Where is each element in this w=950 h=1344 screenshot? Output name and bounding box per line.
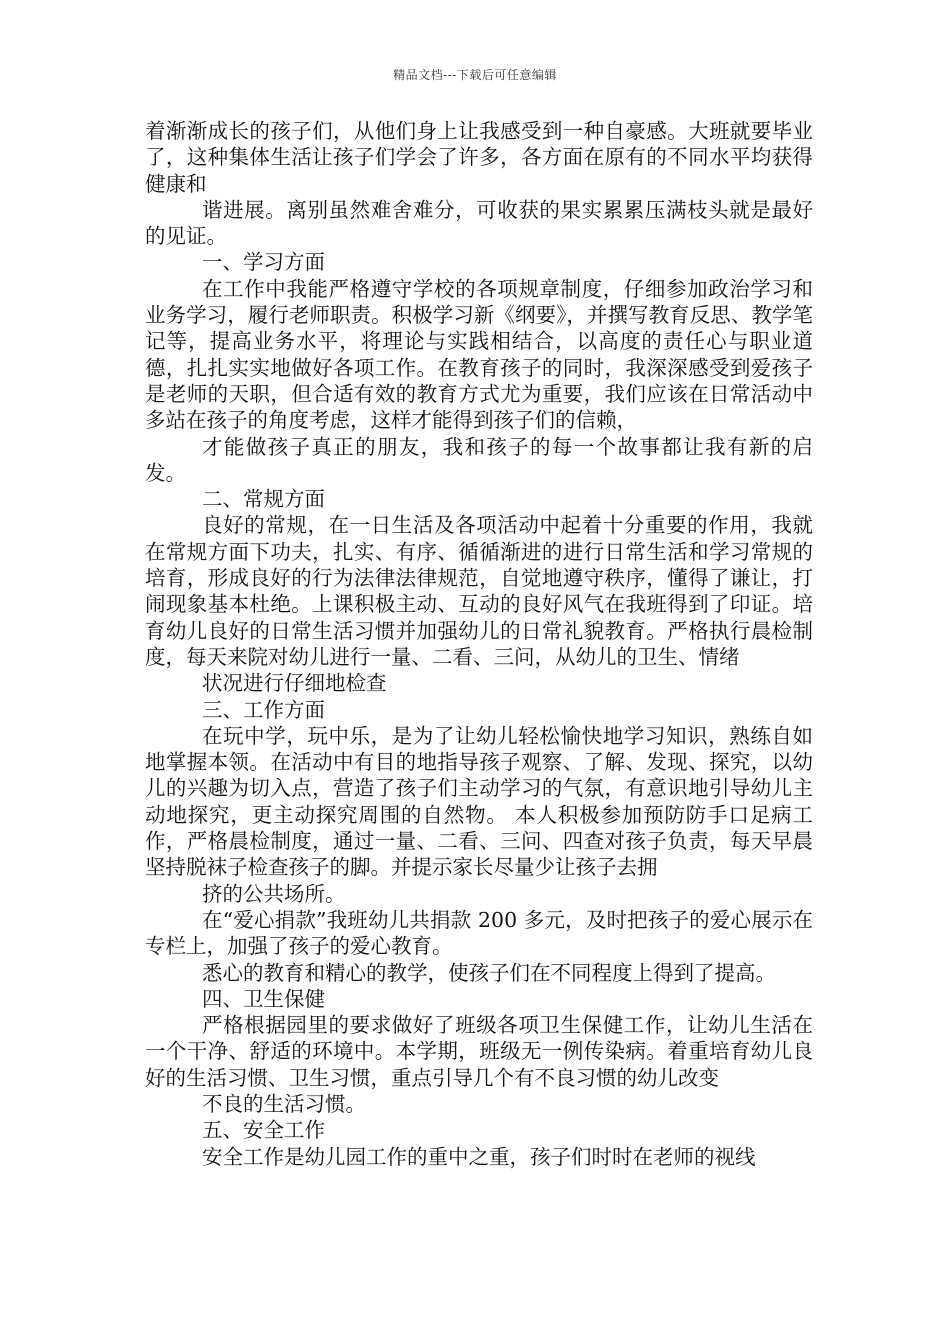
paragraph: 谐进展。离别虽然难舍难分，可收获的果实累累压满枝头就是最好的见证。 [145,197,813,249]
section-heading: 三、工作方面 [202,697,325,722]
paragraph: 在工作中我能严格遵守学校的各项规章制度，仔细参加政治学习和业务学习，履行老师职责。积极学习新《纲要》，并撰写教育反思、教学笔记等，提高业务水平，将理论与实践相结合，以高度的责任心与职业道德，扎扎实实地做好各项工作。在教育孩子的同时，我深深感受到爱孩子是老师的天职，但合适有效的教育方式尤为重要，我们应该在日常活动中多站在孩子的角度考虑，这样才能得到孩子们的信赖， [145,276,813,433]
paragraph: 良好的常规，在一日生活及各项活动中起着十分重要的作用，我就在常规方面下功夫，扎实、有序、循循渐进的进行日常生活和学习常规的培育，形成良好的行为法律法律规范，自觉地遵守秩序，懂得了谦让，打闹现象基本杜绝。上课积极主动、互动的良好风气在我班得到了印证。培育幼儿良好的日常生活习惯并加强幼儿的日常礼貌教育。严格执行晨检制度，每天来院对幼儿进行一量、二看、三问，从幼儿的卫生、情绪 [145,513,813,669]
section-heading: 二、常规方面 [202,487,325,512]
document-body [145,118,813,1170]
paragraph: 在“爱心捐款”我班幼儿共捐款 200 多元，及时把孩子的爱心展示在专栏上，加强了孩子的爱心教育。 [145,907,813,959]
paragraph: 不良的生活习惯。 [202,1091,366,1116]
paragraph: 严格根据园里的要求做好了班级各项卫生保健工作，让幼儿生活在一个干净、舒适的环境中。本学期，班级无一例传染病。着重培育幼儿良好的生活习惯、卫生习惯，重点引导几个有不良习惯的幼儿改变 [145,1013,813,1090]
paragraph: 挤的公共场所。 [202,881,346,906]
paragraph: 悉心的教育和精心的教学，使孩子们在不同程度上得到了提高。 [202,960,776,985]
section-heading: 一、学习方面 [202,250,325,275]
section-heading: 五、安全工作 [202,1118,325,1143]
page-header: 精品文档---下载后可任意编辑 [393,68,557,82]
paragraph: 在玩中学，玩中乐，是为了让幼儿轻松愉快地学习知识，熟练自如地掌握本领。在活动中有目的地指导孩子观察、了解、发现、探究，以幼儿的兴趣为切入点，营造了孩子们主动学习的气氛，有意识地引导幼儿主动地探究，更主动探究周围的自然物。 本人积极参加预防防手口足病工作，严格晨检制度，通过一量、二看、三问、四查对孩子负责，每天早晨坚持脱袜子检查孩子的脚。并提示家长尽量少让孩子去拥 [145,723,813,880]
paragraph: 才能做孩子真正的朋友，我和孩子的每一个故事都让我有新的启发。 [145,434,813,485]
paragraph: 安全工作是幼儿园工作的重中之重，孩子们时时在老师的视线 [202,1144,756,1169]
paragraph: 着渐渐成长的孩子们，从他们身上让我感受到一种自豪感。大班就要毕业了，这种集体生活让孩子们学会了许多，各方面在原有的不同水平均获得健康和 [145,119,813,196]
section-heading: 四、卫生保健 [202,986,325,1011]
paragraph: 状况进行仔细地检查 [202,671,387,696]
